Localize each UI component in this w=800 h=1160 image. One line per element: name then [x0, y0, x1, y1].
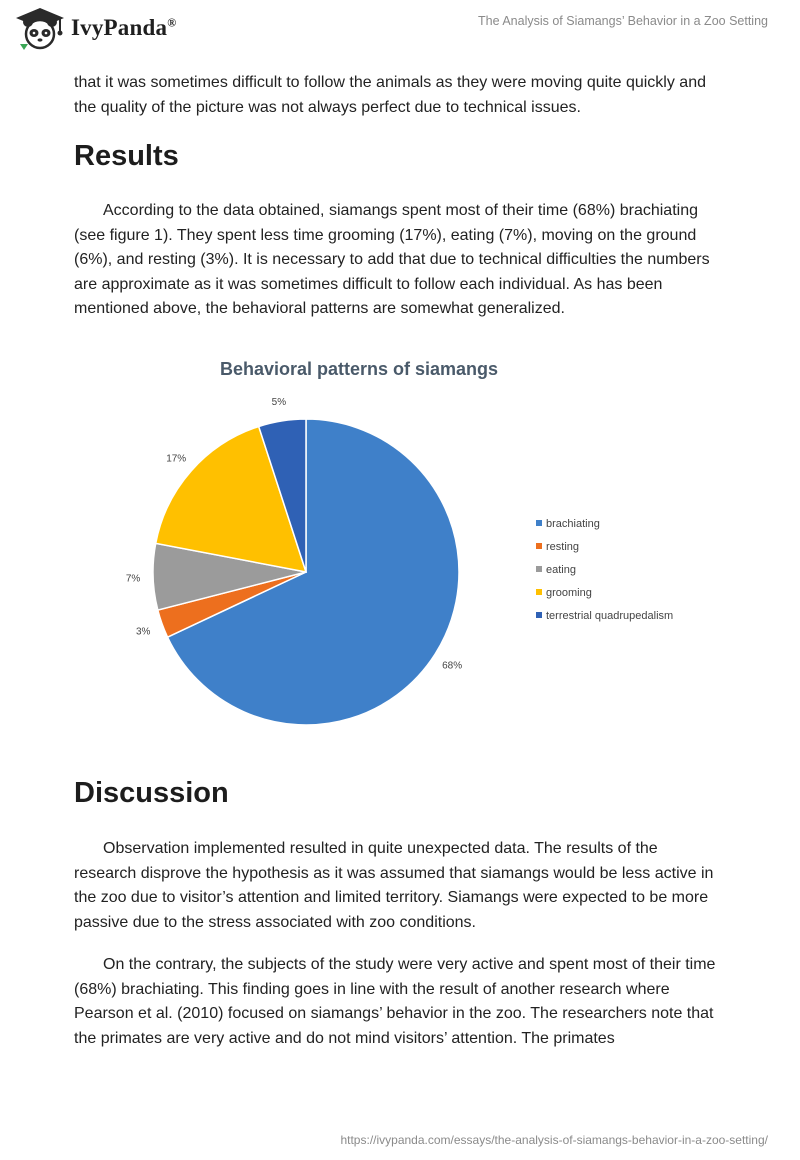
- intro-text: [74, 71, 724, 120]
- chart-canvas: [96, 346, 696, 746]
- legend-swatch-terrestrial-quadrupedalism: [536, 612, 542, 618]
- intro-paragraph: that it was sometimes difficult to follow the animals as they were moving quite quickly and the quality of the picture was not always perfect due to technical issues.: [74, 74, 706, 116]
- results-heading: Results: [74, 140, 179, 172]
- behavior-pie-chart: [96, 346, 696, 746]
- legend-label-terrestrial-quadrupedalism: terrestrial quadrupedalism: [546, 610, 674, 622]
- slice-label-grooming: 17%: [166, 453, 187, 465]
- chart-title: Behavioral patterns of siamangs: [219, 359, 499, 379]
- document-title: The Analysis of Siamangs’ Behavior in a Zoo Setting: [478, 14, 768, 28]
- discussion-paragraph-1: Observation implemented resulted in quite unexpected data. The results of the research disprove the hypothesis as it was assumed that siamangs would be less active in the zoo due to visitor’s attention and limited territory. Siamangs were expected to be more passive due to the stress associated with zoo conditions.: [74, 840, 714, 931]
- discussion-section: [74, 777, 724, 810]
- ivypanda-logo[interactable]: [14, 6, 176, 50]
- results-section: [74, 140, 724, 173]
- discussion-heading: Discussion: [74, 777, 229, 809]
- source-url[interactable]: https://ivypanda.com/essays/the-analysis-of-siamangs-behavior-in-a-zoo-setting/: [340, 1133, 768, 1147]
- slice-label-eating: 7%: [125, 573, 141, 585]
- brand-name: IvyPanda®: [71, 15, 177, 40]
- page-header: [0, 0, 800, 64]
- legend-label-brachiating: brachiating: [546, 518, 600, 530]
- discussion-body: [74, 837, 724, 1051]
- results-paragraph: According to the data obtained, siamangs spent most of their time (68%) brachiating (see figure 1). They spent less time grooming (17%), eating (7%), moving on the ground (6%), and resting (3%). It is necessary to add that due to technical difficulties the numbers are approximate as it was sometimes difficult to follow each individual. As has been mentioned above, the behavioral patterns are somewhat generalized.: [74, 202, 710, 317]
- legend-swatch-grooming: [536, 589, 542, 595]
- legend-swatch-eating: [536, 566, 542, 572]
- slice-label-terrestrial-quadrupedalism: 5%: [271, 397, 287, 409]
- legend-label-grooming: grooming: [546, 587, 592, 599]
- legend-swatch-brachiating: [536, 520, 542, 526]
- slice-label-resting: 3%: [135, 626, 151, 638]
- panda-graduate-icon: [14, 6, 66, 50]
- discussion-paragraph-2: On the contrary, the subjects of the study were very active and spent most of their time (68%) brachiating. This finding goes in line with the result of another research where Pearson et al. (2010) focused on siamangs’ behavior in the zoo. The researchers note that the primates are very active and do not mind visitors’ attention. The primates: [74, 956, 716, 1047]
- results-body: [74, 199, 724, 322]
- slice-label-brachiating: 68%: [442, 660, 463, 672]
- legend-label-resting: resting: [546, 541, 580, 553]
- legend-label-eating: eating: [546, 564, 576, 576]
- legend-swatch-resting: [536, 543, 542, 549]
